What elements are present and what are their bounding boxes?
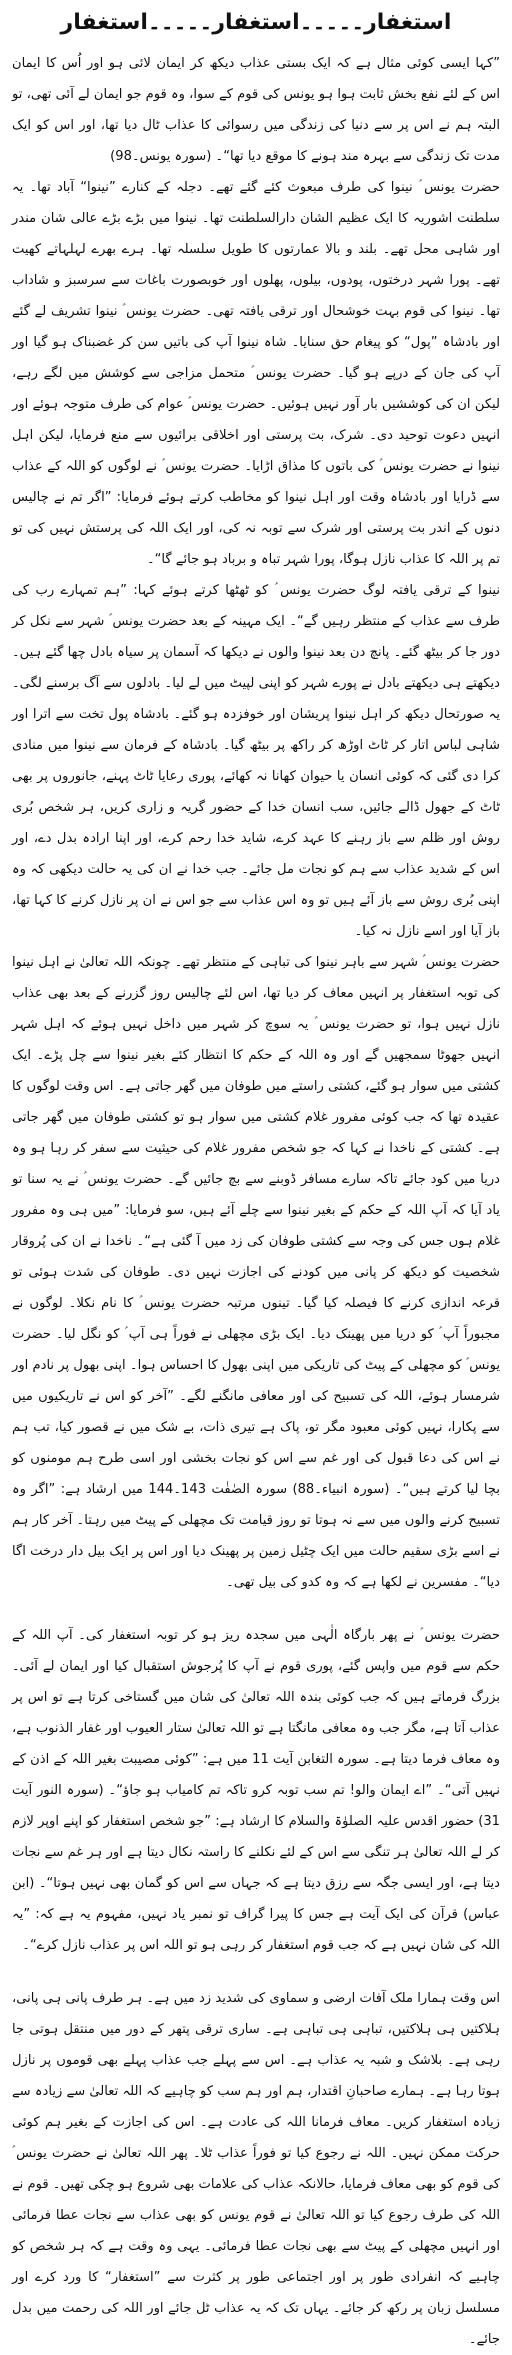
body-paragraph: حضرت یونس ؑ شہر سے باہر نینوا کی تباہی کے منتظر تھے۔ چونکہ اللہ تعالیٰ نے اہل نینوا کی توبہ استغفار پر انہیں معاف کر دیا تھا، اس لئے چالیس روز گزرنے کے بعد بھی عذاب نازل نہیں ہوا، تو حضرت یونس ؑ یہ سوچ کر شہر میں داخل نہیں ہوئے کہ اہل شہر انہیں جھوٹا سمجھیں گے اور وہ اللہ کے حکم کا انتظار کئے بغیر نینوا سے چل پڑے۔ ایک کشتی میں سوار ہو گئے، کشتی راستے میں طوفان میں گھر جاتی ہے۔ اس وقت لوگوں کا عقیدہ تھا کہ جب کوئی مفرور غلام کشتی میں سوار ہو تو کشتی طوفان میں گھر جاتی ہے۔ کشتی کے ناخدا نے کہا کہ جو شخص مفرور غلام کی حیثیت سے سفر کر رہا ہو وہ دریا میں کود جائے تاکہ سارے مسافر ڈوبنے سے بچ جائیں گے۔ حضرت یونس ؑ نے یہ سنا تو یاد آیا کہ آپ اللہ کے حکم کے بغیر نینوا سے چلے آئے ہیں، سو فرمایا: ”میں ہی وہ مفرور غلام ہوں جس کی وجہ سے کشتی طوفان کی زد میں آ گئی ہے“۔ ناخدا نے ان کی پُروقار شخصیت کو دیکھ کر پانی میں کودنے کی اجازت نہیں دی۔ طوفان کی شدت ہوئی تو قرعہ اندازی کرنے کا فیصلہ کیا گیا۔ تینوں مرتبہ حضرت یونس ؑ کا نام نکلا۔ لوگوں نے مجبوراً آپ ؑ کو دریا میں پھینک دیا۔ ایک بڑی مچھلی نے فوراً ہی آپ ؑ کو نگل لیا۔ حضرت یونس ؑ کو مچھلی کے پیٹ کی تاریکی میں اپنی بھول کا احساس ہوا۔ اپنی بھول پر نادم اور شرمسار ہوئے، اللہ کی تسبیح کی اور معافی مانگنے لگے۔ ”آخر کو اس نے تاریکیوں میں سے پکارا، نہیں کوئی معبود مگر تو، پاک ہے تیری ذات، بے شک میں نے قصور کیا، تب ہم نے اس کی دعا قبول کی اور غم سے اس کو نجات بخشی اور اسی طرح ہم مومنوں کو بچا لیا کرتے ہیں“۔ (سورہ انبیاء۔88) سورہ الصٰفٰت 143۔144 میں ارشاد ہے: ”اگر وہ تسبیح کرنے والوں میں سے نہ ہوتا تو روز قیامت تک مچھلی کے پیٹ میں رہتا۔ آخر کار ہم نے اسے بڑی سقیم حالت میں ایک چٹیل زمین پر پھینک دیا اور اس پر ایک بیل دار درخت اگا دیا“۔ مفسرین نے لکھا ہے کہ وہ کدو کی بیل تھی۔: [12, 955, 500, 1590]
body-paragraph: اس وقت ہمارا ملک آفات ارضی و سماوی کی شدید زد میں ہے۔ ہر طرف پانی ہی پانی، ہلاکتیں ہی ہلاکتیں، تباہی ہی تباہی ہے۔ ساری ترقی پتھر کے دور میں منتقل ہوتی جا رہی ہے۔ بلاشک و شبہ یہ عذاب ہے۔ اس سے پہلے جب عذاب پہلے بھی قوموں پر نازل ہوتا رہا ہے۔ ہمارے صاحبانِ اقتدار، ہم اور ہم سب کو چاہیے کہ اللہ تعالیٰ سے زیادہ سے زیادہ استغفار کریں۔ معاف فرمانا اللہ کی عادت ہے۔ اس کی اجازت کے بغیر ہم کوئی حرکت ممکن نہیں۔ اللہ نے رجوع کیا تو فوراً عذاب ٹلا۔ پھر اللہ تعالیٰ نے حضرت یونس ؑ کی قوم کو بھی معاف فرمایا، حالانکہ عذاب کی علامات بھی شروع ہو چکی تھیں۔ قوم نے اللہ کی طرف رجوع کیا تو اللہ تعالیٰ نے قوم یونس کو بھی عذاب سے نجات عطا فرمائی اور انہیں مچھلی کے پیٹ سے بھی نجات عطا فرمائی۔ یہی وہ وقت ہے کہ ہر شخص کو چاہیے کہ انفرادی طور پر اور اجتماعی طور پر کثرت سے ”استغفار“ کا ورد کرے اور مسلسل زبان پر رکھ کر جائے۔ یہاں تک کہ یہ عذاب ٹل جائے اور اللہ کی رحمت میں بدل جائے۔: [12, 1991, 500, 2347]
body-paragraph: حضرت یونس ؑ نے پھر بارگاہ الٰہی میں سجدہ ریز ہو کر توبہ استغفار کی۔ آپ اللہ کے حکم سے قوم میں واپس گئے، پوری قوم نے آپ کا پُرجوش استقبال کیا اور ایمان لے آئی۔ بزرگ فرماتے ہیں کہ جب کوئی بندہ اللہ تعالیٰ کی شان میں گستاخی کرتا ہے تو اس پر عذاب آتا ہے، مگر جب وہ معافی مانگتا ہے تو اللہ تعالیٰ ستار العیوب اور غفار الذنوب ہے، وہ معاف فرما دیتا ہے۔ سورہ التغابن آیت 11 میں ہے: ”کوئی مصیبت بغیر اللہ کے اذن کے نہیں آتی“۔ ”اے ایمان والو! تم سب توبہ کرو تاکہ تم کامیاب ہو جاؤ“۔ (سورہ النور آیت 31) حضور اقدس علیہ الصلوٰۃ والسلام کا ارشاد ہے: ”جو شخص استغفار کو اپنے اوپر لازم کر لے اللہ تعالیٰ ہر تنگی سے اس کے لئے نکلنے کا راستہ نکال دیتا ہے اور ہر غم سے نجات دیتا ہے، اور ایسی جگہ سے رزق دیتا ہے کہ جہاں سے اس کو گمان بھی نہیں ہوتا“۔ (ابن عباس) قرآن کی ایک آیت ہے جس کا پیرا گراف تو نمبر یاد نہیں، مفہوم یہ ہے کہ: ”یہ اللہ کی شان نہیں ہے کہ جب قوم استغفار کر رہی ہو تو اللہ اس پر عذاب نازل کرے“۔: [12, 1628, 500, 1953]
paragraph-gap: [12, 1598, 500, 1620]
column-headline: استغفار۔۔۔۔۔استغفار۔۔۔۔۔استغفار: [60, 10, 452, 35]
body-paragraph: حضرت یونس ؑ نینوا کی طرف مبعوث کئے گئے تھے۔ دجلہ کے کنارے ”نینوا“ آباد تھا۔ یہ سلطنت اشوریہ کا ایک عظیم الشان دارالسلطنت تھا۔ نینوا میں بڑے بڑے عالی شان مندر اور شاہی محل تھے۔ بلند و بالا عمارتوں کا طویل سلسلہ تھا۔ ہرے بھرے لہلہاتے کھیت تھے۔ پورا شہر درختوں، پودوں، بیلوں، پھلوں اور خوبصورت باغات سے سرسبز و شاداب تھا۔ نینوا کی قوم بہت خوشحال اور ترقی یافتہ تھی۔ حضرت یونس ؑ نینوا تشریف لے گئے اور بادشاہ ”پول“ کو پیغام حق سنایا۔ شاہ نینوا آپ کی باتیں سن کر غضبناک ہو گیا اور آپ کی جان کے درپے ہو گیا۔ حضرت یونس ؑ متحمل مزاجی سے کوشش میں لگے رہے، لیکن ان کی کوششیں بار آور نہیں ہوئیں۔ حضرت یونس ؑ عوام کی طرف متوجہ ہوئے اور انہیں دعوت توحید دی۔ شرک، بت پرستی اور اخلاقی برائیوں سے منع فرمایا، لیکن اہل نینوا نے حضرت یونس ؑ کی باتوں کا مذاق اڑایا۔ حضرت یونس ؑ نے لوگوں کو اللہ کے عذاب سے ڈرایا اور بادشاہ وقت اور اہل نینوا کو مخاطب کرتے ہوئے فرمایا: ”اگر تم نے چالیس دنوں کے اندر بت پرستی اور شرک سے توبہ نہ کی، اور ایک اللہ کی پرستش نہیں کی تو تم پر اللہ کا عذاب نازل ہوگا، پورا شہر تباہ و برباد ہو جائے گا“۔: [12, 180, 500, 567]
paragraph-gap: [12, 1961, 500, 1983]
body-paragraph: نینوا کے ترقی یافتہ لوگ حضرت یونس ؑ کو ٹھٹھا کرتے ہوئے کہا: ”ہم تمہارے رب کی طرف سے عذاب کے منتظر رہیں گے“۔ ایک مہینہ کے بعد حضرت یونس ؑ شہر سے نکل کر دور جا کر بیٹھ گئے۔ پانچ دن بعد نینوا والوں نے دیکھا کہ آسمان پر سیاہ بادل چھا گئے ہیں۔ دیکھتے ہی دیکھتے بادل نے پورے شہر کو اپنی لپیٹ میں لے لیا۔ بادلوں سے آگ برسنے لگی۔ یہ صورتحال دیکھ کر اہل نینوا پریشان اور خوفزدہ ہو گئے۔ بادشاہ پول تخت سے اترا اور شاہی لباس اتار کر ٹاٹ اوڑھ کر راکھ پر بیٹھ گیا۔ بادشاہ کے فرمان سے نینوا میں منادی کرا دی گئی کہ کوئی انسان یا حیوان کھانا نہ کھائے، پوری رعایا ٹاٹ پہنے، جانوروں پر بھی ٹاٹ کے جھول ڈالے جائیں، سب انسان خدا کے حضور گریہ و زاری کریں، ہر شخص بُری روش اور ظلم سے باز رہنے کا عہد کرے، شاید خدا رحم کرے، اور اپنا ارادہ بدل دے، اور اس کے شدید عذاب سے ہم کو نجات مل جائے۔ جب خدا نے ان کی یہ حالت دیکھی کہ وہ اپنی بُری روش سے باز آئے ہیں تو وہ اس عذاب سے جو اس نے ان پر نازل کرنے کا کہا تھا، باز آیا اور اسے نازل نہ کیا۔: [12, 583, 500, 939]
quran-quote-paragraph: ”کہا ایسی کوئی مثال ہے کہ ایک بستی عذاب دیکھ کر ایمان لائی ہو اور اُس کا ایمان اس کے لئے نفع بخش ثابت ہوا ہو یونس کی قوم کے سوا، وہ قوم جو ایمان لے آئی تھی، تو البتہ ہم نے اس پر سے دنیا کی زندگی میں رسوائی کا عذاب ٹال دیا تھا، اور اس کو ایک مدت تک زندگی سے بہرہ مند ہونے کا موقع دیا تھا“۔ (سورہ یونس۔98): [12, 56, 500, 164]
